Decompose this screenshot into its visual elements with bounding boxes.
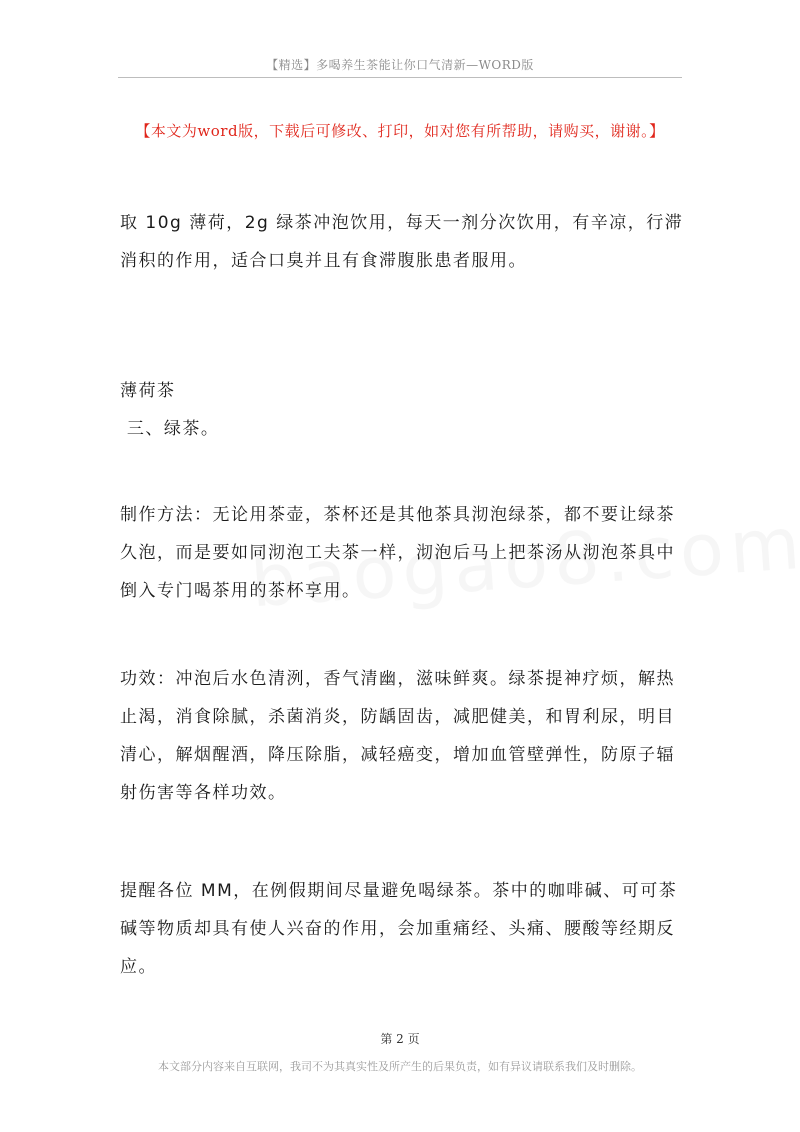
footer-disclaimer: 本文部分内容来自互联网，我司不为其真实性及所产生的后果负责，如有异议请联系我们及时删除。	[158, 1060, 642, 1073]
heading-green-tea: 三、绿茶。	[120, 419, 220, 439]
paragraph-reminder: 提醒各位 MM，在例假期间尽量避免喝绿茶。茶中的咖啡碱、可可茶碱等物质却具有使人兴奋的作用，会加重痛经、头痛、腰酸等经期反应。	[120, 881, 678, 977]
paragraph-benefits: 功效：冲泡后水色清洌，香气清幽，滋味鲜爽。绿茶提神疗烦，解热止渴，消食除腻，杀菌消炎，防龋固齿，减肥健美，和胃利尿，明目清心，解烟醒酒，降压除脂，减轻癌变，增加血管壁弹性，防原子辐射伤害等各样功效。	[120, 669, 675, 803]
heading-mint-tea: 薄荷茶	[120, 381, 176, 401]
word-version-notice: 【本文为word版，下载后可修改、打印，如对您有所帮助，请购买，谢谢。】	[135, 122, 665, 140]
paragraph-mint-recipe: 取 10g 薄荷，2g 绿茶冲泡饮用，每天一剂分次饮用，有辛凉，行滞消积的作用，适合口臭并且有食滞腹胀患者服用。	[120, 213, 684, 271]
header-divider	[118, 77, 682, 78]
page-header: 【精选】多喝养生茶能让你口气清新—WORD版	[266, 58, 534, 72]
page-number: 第 2 页	[380, 1032, 420, 1046]
paragraph-preparation-method: 制作方法：无论用茶壶，茶杯还是其他茶具沏泡绿茶，都不要让绿茶久泡，而是要如同沏泡工夫茶一样，沏泡后马上把茶汤从沏泡茶具中倒入专门喝茶用的茶杯享用。	[120, 505, 675, 601]
